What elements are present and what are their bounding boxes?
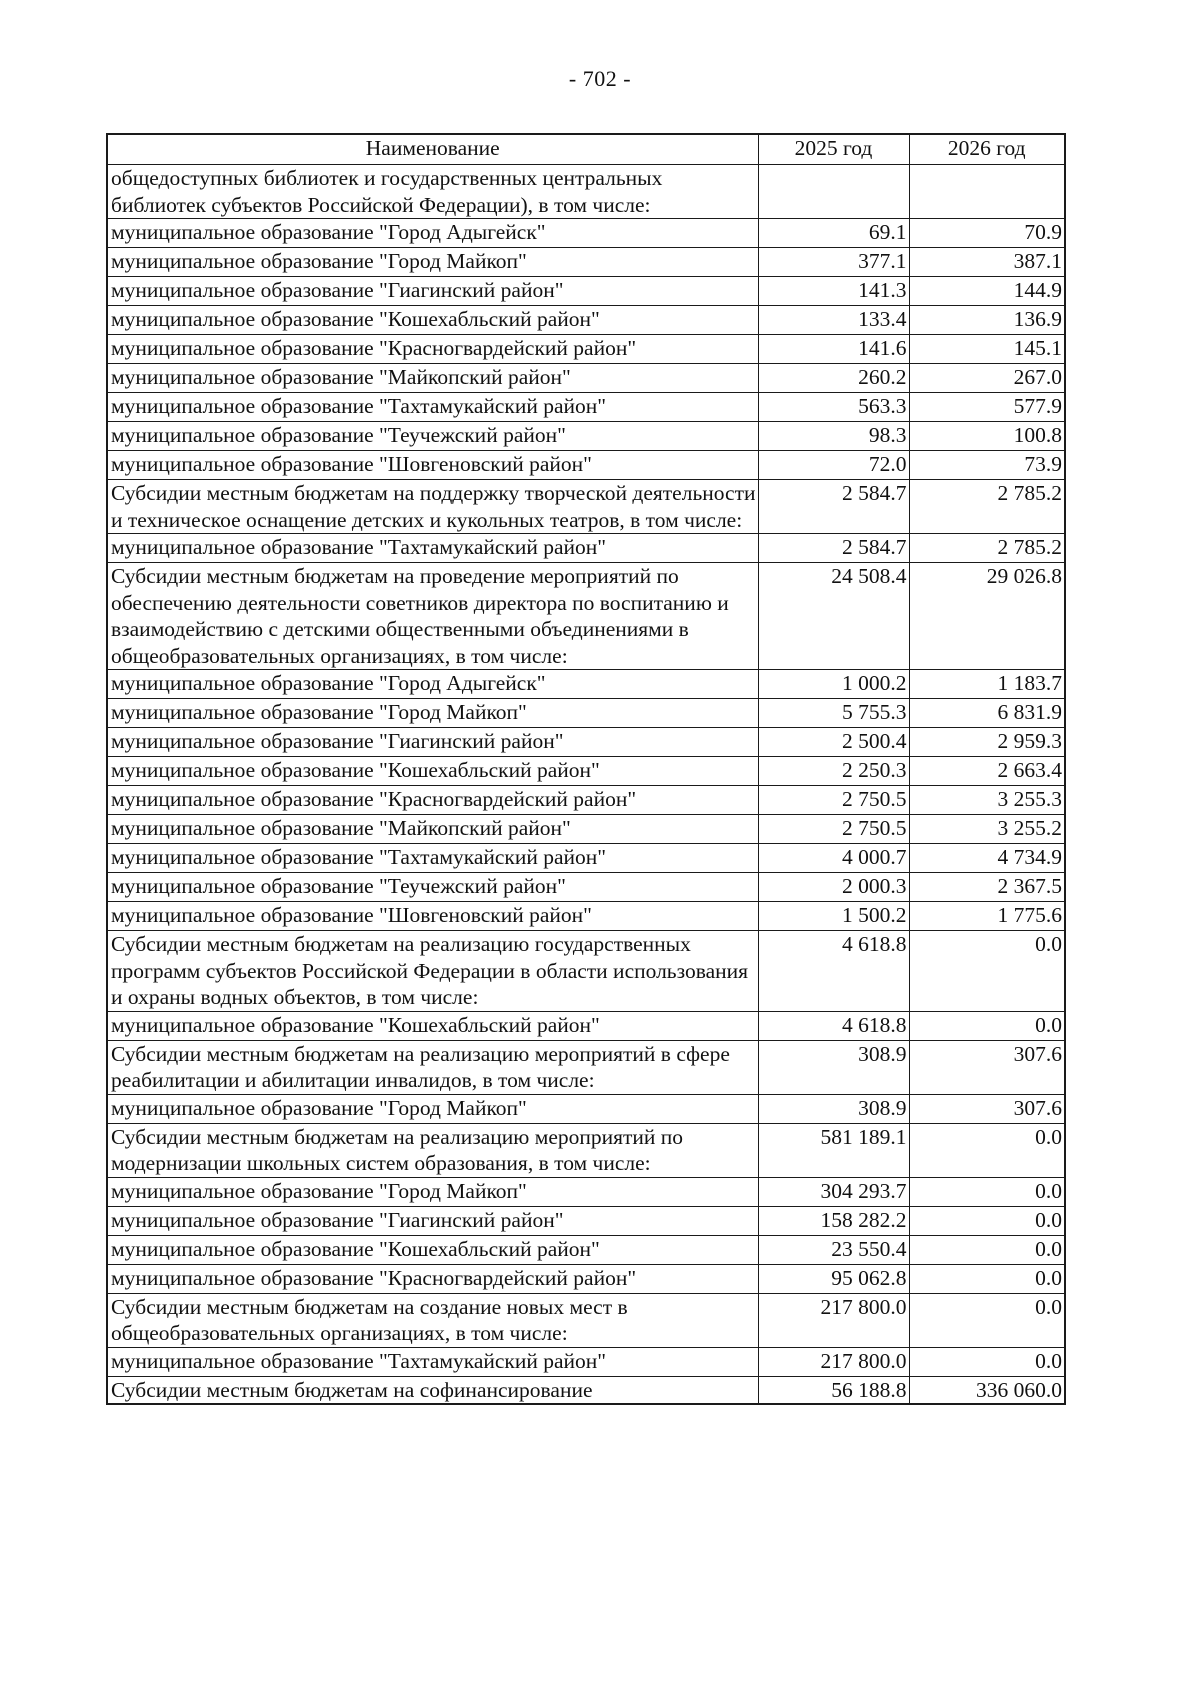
value-2025-cell: 2 584.7 — [758, 480, 909, 534]
value-2025-cell: 260.2 — [758, 364, 909, 393]
table-row — [107, 277, 1065, 306]
value-2025-cell: 304 293.7 — [758, 1177, 909, 1206]
value-2025-cell: 1 500.2 — [758, 902, 909, 931]
value-2026-cell: 307.6 — [909, 1040, 1065, 1094]
table-row — [107, 1011, 1065, 1040]
table-row — [107, 873, 1065, 902]
table-row — [107, 815, 1065, 844]
table-row — [107, 844, 1065, 873]
table-row — [107, 1040, 1065, 1094]
value-2026-cell: 145.1 — [909, 335, 1065, 364]
value-2025-cell: 217 800.0 — [758, 1293, 909, 1347]
municipality-name-cell: муниципальное образование "Красногвардейский район" — [107, 1264, 758, 1293]
value-2026-cell: 0.0 — [909, 931, 1065, 1012]
table-row — [107, 306, 1065, 335]
value-2025-cell: 2 584.7 — [758, 534, 909, 563]
municipality-name-cell: муниципальное образование "Красногвардейский район" — [107, 786, 758, 815]
value-2025-cell: 4 618.8 — [758, 931, 909, 1012]
value-2026-cell: 6 831.9 — [909, 699, 1065, 728]
table-row — [107, 335, 1065, 364]
table-row — [107, 1206, 1065, 1235]
table-row — [107, 786, 1065, 815]
table-row — [107, 393, 1065, 422]
table-row — [107, 1235, 1065, 1264]
subsidy-name-cell: Субсидии местным бюджетам на проведение мероприятий по обеспечению деятельности советников директора по воспитанию и взаимодействию с детскими общественными объединениями в общеобразовательных организациях, в том числе: — [107, 563, 758, 670]
value-2026-cell: 70.9 — [909, 219, 1065, 248]
value-2025-cell: 72.0 — [758, 451, 909, 480]
municipality-name-cell: муниципальное образование "Гиагинский район" — [107, 1206, 758, 1235]
table-row — [107, 931, 1065, 1012]
municipality-name-cell: муниципальное образование "Тахтамукайский район" — [107, 844, 758, 873]
value-2026-cell: 0.0 — [909, 1293, 1065, 1347]
municipality-name-cell: муниципальное образование "Шовгеновский район" — [107, 451, 758, 480]
value-2026-cell: 387.1 — [909, 248, 1065, 277]
table-row — [107, 902, 1065, 931]
value-2025-cell: 2 250.3 — [758, 757, 909, 786]
table-row — [107, 480, 1065, 534]
municipality-name-cell: муниципальное образование "Кошехабльский район" — [107, 306, 758, 335]
subsidy-name-cell: Субсидии местным бюджетам на поддержку творческой деятельности и техническое оснащение детских и кукольных театров, в том числе: — [107, 480, 758, 534]
value-2025-cell: 141.6 — [758, 335, 909, 364]
table-row — [107, 1177, 1065, 1206]
table-row — [107, 757, 1065, 786]
value-2026-cell: 73.9 — [909, 451, 1065, 480]
value-2025-cell: 2 000.3 — [758, 873, 909, 902]
value-2026-cell — [909, 165, 1065, 219]
value-2026-cell: 0.0 — [909, 1264, 1065, 1293]
municipality-name-cell: муниципальное образование "Кошехабльский район" — [107, 1235, 758, 1264]
value-2025-cell: 95 062.8 — [758, 1264, 909, 1293]
value-2026-cell: 336 060.0 — [909, 1376, 1065, 1404]
header-name: Наименование — [107, 134, 758, 165]
table-row — [107, 1264, 1065, 1293]
value-2026-cell: 2 367.5 — [909, 873, 1065, 902]
municipality-name-cell: муниципальное образование "Майкопский район" — [107, 815, 758, 844]
subsidy-name-cell: Субсидии местным бюджетам на реализацию мероприятий в сфере реабилитации и абилитации инвалидов, в том числе: — [107, 1040, 758, 1094]
municipality-name-cell: муниципальное образование "Город Адыгейск" — [107, 670, 758, 699]
value-2025-cell: 2 750.5 — [758, 815, 909, 844]
value-2026-cell: 2 785.2 — [909, 534, 1065, 563]
value-2026-cell: 307.6 — [909, 1094, 1065, 1123]
value-2026-cell: 2 785.2 — [909, 480, 1065, 534]
value-2026-cell: 1 775.6 — [909, 902, 1065, 931]
header-2026: 2026 год — [909, 134, 1065, 165]
table-row — [107, 563, 1065, 670]
value-2026-cell: 0.0 — [909, 1011, 1065, 1040]
value-2026-cell: 2 959.3 — [909, 728, 1065, 757]
subsidy-name-cell: Субсидии местным бюджетам на реализацию мероприятий по модернизации школьных систем образования, в том числе: — [107, 1123, 758, 1177]
value-2026-cell: 1 183.7 — [909, 670, 1065, 699]
value-2026-cell: 3 255.3 — [909, 786, 1065, 815]
header-2025: 2025 год — [758, 134, 909, 165]
value-2025-cell: 563.3 — [758, 393, 909, 422]
value-2025-cell — [758, 165, 909, 219]
value-2025-cell: 158 282.2 — [758, 1206, 909, 1235]
table-row — [107, 534, 1065, 563]
value-2026-cell: 29 026.8 — [909, 563, 1065, 670]
value-2026-cell: 136.9 — [909, 306, 1065, 335]
table-row — [107, 1376, 1065, 1404]
budget-table — [106, 133, 1066, 1405]
municipality-name-cell: муниципальное образование "Теучежский район" — [107, 873, 758, 902]
table-row — [107, 1123, 1065, 1177]
table-body — [107, 165, 1065, 1405]
value-2025-cell: 308.9 — [758, 1094, 909, 1123]
value-2025-cell: 308.9 — [758, 1040, 909, 1094]
value-2026-cell: 3 255.2 — [909, 815, 1065, 844]
table-row — [107, 1094, 1065, 1123]
municipality-name-cell: муниципальное образование "Красногвардейский район" — [107, 335, 758, 364]
value-2026-cell: 0.0 — [909, 1347, 1065, 1376]
municipality-name-cell: муниципальное образование "Тахтамукайский район" — [107, 393, 758, 422]
municipality-name-cell: муниципальное образование "Тахтамукайский район" — [107, 534, 758, 563]
table-row — [107, 422, 1065, 451]
value-2025-cell: 69.1 — [758, 219, 909, 248]
municipality-name-cell: муниципальное образование "Майкопский район" — [107, 364, 758, 393]
value-2026-cell: 0.0 — [909, 1177, 1065, 1206]
budget-table-container — [106, 133, 1064, 1405]
municipality-name-cell: муниципальное образование "Гиагинский район" — [107, 728, 758, 757]
subsidy-name-cell: Субсидии местным бюджетам на создание новых мест в общеобразовательных организациях, в том числе: — [107, 1293, 758, 1347]
value-2026-cell: 267.0 — [909, 364, 1065, 393]
table-row — [107, 364, 1065, 393]
value-2026-cell: 0.0 — [909, 1206, 1065, 1235]
table-row — [107, 1347, 1065, 1376]
value-2026-cell: 144.9 — [909, 277, 1065, 306]
value-2025-cell: 2 750.5 — [758, 786, 909, 815]
value-2025-cell: 133.4 — [758, 306, 909, 335]
value-2025-cell: 4 000.7 — [758, 844, 909, 873]
page-number: - 702 - — [568, 66, 632, 91]
table-row — [107, 728, 1065, 757]
value-2026-cell: 100.8 — [909, 422, 1065, 451]
value-2025-cell: 5 755.3 — [758, 699, 909, 728]
value-2025-cell: 141.3 — [758, 277, 909, 306]
subsidy-name-cell: Субсидии местным бюджетам на софинансирование — [107, 1376, 758, 1404]
value-2025-cell: 217 800.0 — [758, 1347, 909, 1376]
municipality-name-cell: муниципальное образование "Город Майкоп" — [107, 248, 758, 277]
table-row — [107, 451, 1065, 480]
table-row — [107, 248, 1065, 277]
value-2026-cell: 0.0 — [909, 1235, 1065, 1264]
value-2025-cell: 24 508.4 — [758, 563, 909, 670]
municipality-name-cell: муниципальное образование "Город Майкоп" — [107, 1094, 758, 1123]
value-2025-cell: 2 500.4 — [758, 728, 909, 757]
table-row — [107, 670, 1065, 699]
value-2026-cell: 4 734.9 — [909, 844, 1065, 873]
value-2026-cell: 0.0 — [909, 1123, 1065, 1177]
value-2026-cell: 2 663.4 — [909, 757, 1065, 786]
municipality-name-cell: муниципальное образование "Шовгеновский район" — [107, 902, 758, 931]
value-2025-cell: 56 188.8 — [758, 1376, 909, 1404]
table-row — [107, 219, 1065, 248]
value-2025-cell: 4 618.8 — [758, 1011, 909, 1040]
subsidy-name-cell: общедоступных библиотек и государственных центральных библиотек субъектов Российской Федерации), в том числе: — [107, 165, 758, 219]
municipality-name-cell: муниципальное образование "Город Адыгейск" — [107, 219, 758, 248]
value-2025-cell: 23 550.4 — [758, 1235, 909, 1264]
municipality-name-cell: муниципальное образование "Кошехабльский район" — [107, 1011, 758, 1040]
municipality-name-cell: муниципальное образование "Город Майкоп" — [107, 1177, 758, 1206]
table-header-row — [107, 134, 1065, 165]
municipality-name-cell: муниципальное образование "Город Майкоп" — [107, 699, 758, 728]
municipality-name-cell: муниципальное образование "Теучежский район" — [107, 422, 758, 451]
table-row — [107, 165, 1065, 219]
value-2025-cell: 98.3 — [758, 422, 909, 451]
value-2026-cell: 577.9 — [909, 393, 1065, 422]
value-2025-cell: 377.1 — [758, 248, 909, 277]
table-row — [107, 1293, 1065, 1347]
municipality-name-cell: муниципальное образование "Гиагинский район" — [107, 277, 758, 306]
subsidy-name-cell: Субсидии местным бюджетам на реализацию государственных программ субъектов Российской Федерации в области использования и охраны водных объектов, в том числе: — [107, 931, 758, 1012]
table-row — [107, 699, 1065, 728]
value-2025-cell: 581 189.1 — [758, 1123, 909, 1177]
value-2025-cell: 1 000.2 — [758, 670, 909, 699]
municipality-name-cell: муниципальное образование "Тахтамукайский район" — [107, 1347, 758, 1376]
municipality-name-cell: муниципальное образование "Кошехабльский район" — [107, 757, 758, 786]
